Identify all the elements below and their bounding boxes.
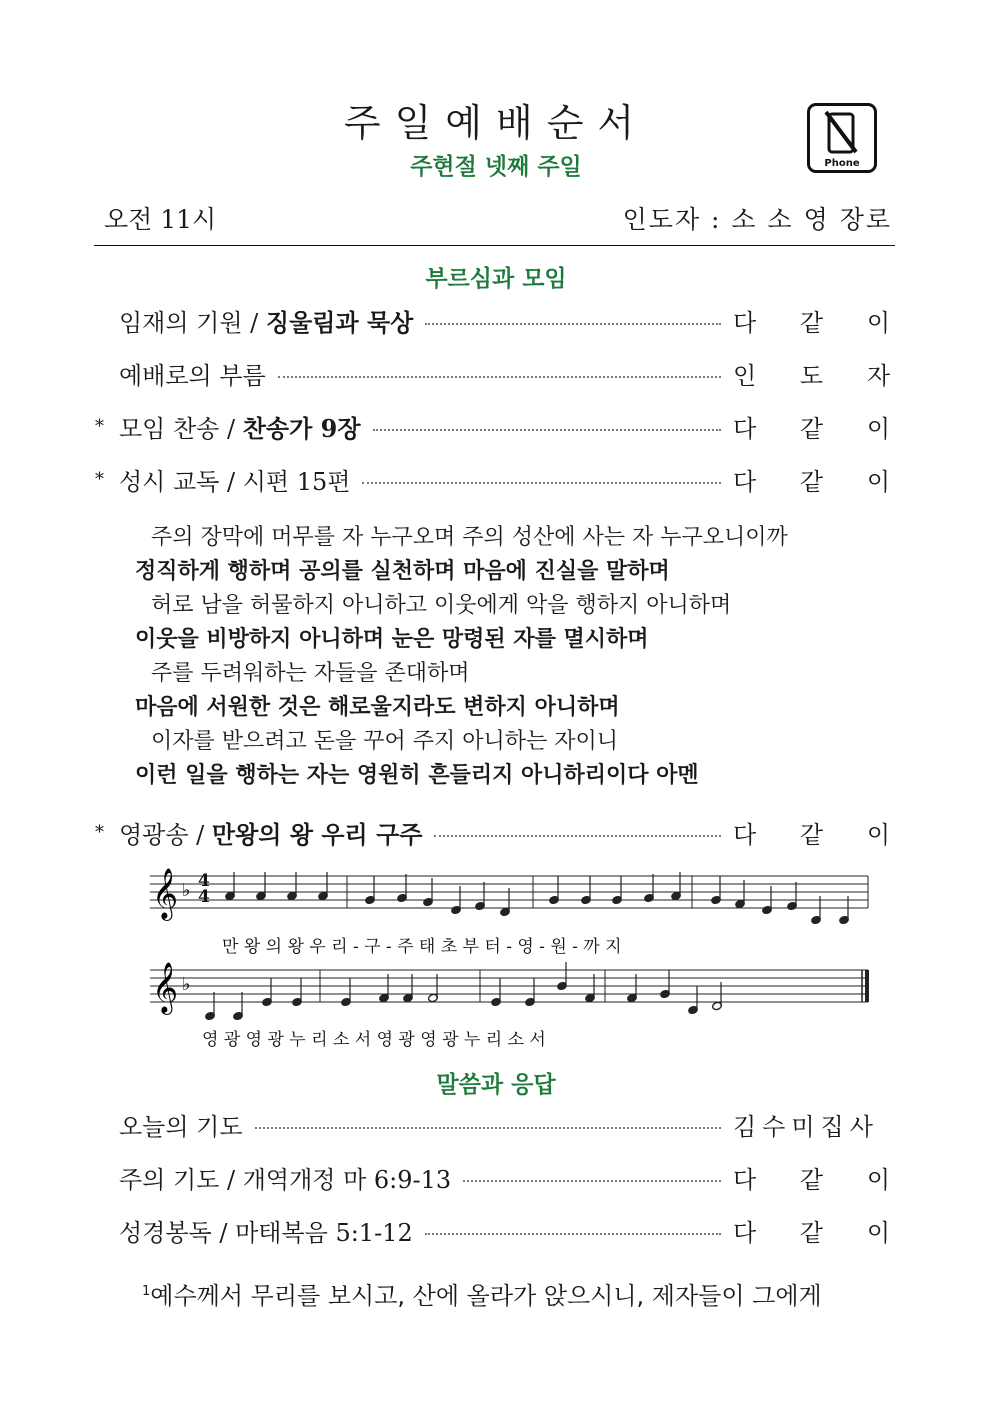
reading-line-congregation: 마음에 서원한 것은 해로울지라도 변하지 아니하며 [135,695,620,720]
order-item-responsible: 다 같 이 [733,414,890,443]
order-item-label: 영광송 / 만왕의 왕 우리 구주 [119,819,423,849]
stand-marker: * [95,468,104,490]
leader-dots [463,1180,721,1182]
order-item-responsible: 다 같 이 [733,1218,890,1247]
order-item-label: 모임 찬송 / 찬송가 9장 [119,413,361,443]
reading-line-leader: 이자를 받으려고 돈을 꾸어 주지 아니하는 자이니 [151,729,619,754]
reading-line-congregation: 정직하게 행하며 공의를 실천하며 마음에 진실을 말하며 [135,559,670,584]
order-item [95,1212,890,1248]
order-item [95,302,890,338]
scripture-text [142,1276,822,1311]
lyrics-line-1: 만 왕 의 왕 우 리 - 구 - 주 태 초 부 터 - 영 - 원 - 까 지 [222,937,622,957]
lyrics-line-2: 영 광 영 광 누 리 소 서 영 광 영 광 누 리 소 서 [202,1030,546,1050]
reading-line-congregation: 이웃을 비방하지 아니하며 눈은 망령된 자를 멸시하며 [135,627,649,652]
order-item [95,461,890,497]
music-staff-svg [150,868,875,1058]
order-item-bold: 징울림과 묵상 [265,307,414,337]
service-time: 오전 11시 [104,205,217,234]
order-item-label: 예배로의 부름 [119,361,266,390]
treble-clef-icon: 𝄞 [152,868,179,919]
verse-text: 예수께서 무리를 보시고, 산에 올라가 앉으시니, 제자들이 그에게 [150,1282,822,1310]
time-signature-top: 4 [198,871,210,891]
reading-line-leader: 주를 두려워하는 자들을 존대하며 [151,661,470,686]
section-heading-gathering: 부르심과 모임 [425,266,567,292]
leader-dots [362,482,721,484]
stand-marker: * [95,415,104,437]
order-item-responsible: 인 도 자 [733,361,890,390]
service-leader: 인도자 : 소 소 영 장로 [622,205,892,234]
flat-sign-icon: ♭ [182,880,191,901]
order-item-responsible: 김수미집사 [733,1112,879,1141]
leader-dots [425,1233,721,1235]
flat-sign-icon: ♭ [182,974,191,995]
section-heading-word: 말씀과 응답 [436,1072,556,1098]
no-phone-icon [807,103,877,173]
header-divider [94,245,895,246]
reading-line-congregation: 이런 일을 행하는 자는 영원히 흔들리지 아니하리이다 아멘 [135,763,699,788]
order-item-label: 임재의 기원 / 징울림과 묵상 [119,307,414,337]
leader-dots [434,835,721,837]
leader-dots [255,1127,721,1129]
leader-dots [373,429,721,431]
music-score [150,868,875,1062]
order-item-responsible: 다 같 이 [733,308,890,337]
order-item [95,355,890,391]
phone-icon-label: Phone [824,158,860,169]
treble-clef-icon: 𝄞 [152,962,179,1013]
leader-dots [278,376,721,378]
time-signature-bottom: 4 [198,887,210,907]
reading-line-leader: 허로 남을 허물하지 아니하고 이웃에게 악을 행하지 아니하며 [151,593,732,618]
order-item-label: 성시 교독 / 시편 15편 [119,467,351,496]
bulletin-title: 주일예배순서 [343,101,649,145]
verse-number: 1 [142,1284,151,1299]
responsive-reading [135,521,895,793]
order-item [95,1159,890,1195]
order-item-gloria [95,814,890,850]
bulletin-subtitle: 주현절 넷째 주일 [410,154,582,180]
order-item-label: 오늘의 기도 [119,1112,243,1141]
order-item [95,408,890,444]
order-item-label: 성경봉독 / 마태복음 5:1-12 [119,1218,413,1247]
order-item-bold: 찬송가 9장 [242,413,361,443]
order-item-label: 주의 기도 / 개역개정 마 6:9-13 [119,1165,452,1194]
reading-line-leader: 주의 장막에 머무를 자 누구오며 주의 성산에 사는 자 누구오니이까 [151,525,788,550]
order-item-responsible: 다 같 이 [733,1165,890,1194]
order-item [95,1106,890,1142]
order-item-bold: 만왕의 왕 우리 구주 [211,819,423,849]
stand-marker: * [95,821,104,843]
order-item-responsible: 다 같 이 [733,820,890,849]
order-item-responsible: 다 같 이 [733,467,890,496]
leader-dots [425,323,721,325]
